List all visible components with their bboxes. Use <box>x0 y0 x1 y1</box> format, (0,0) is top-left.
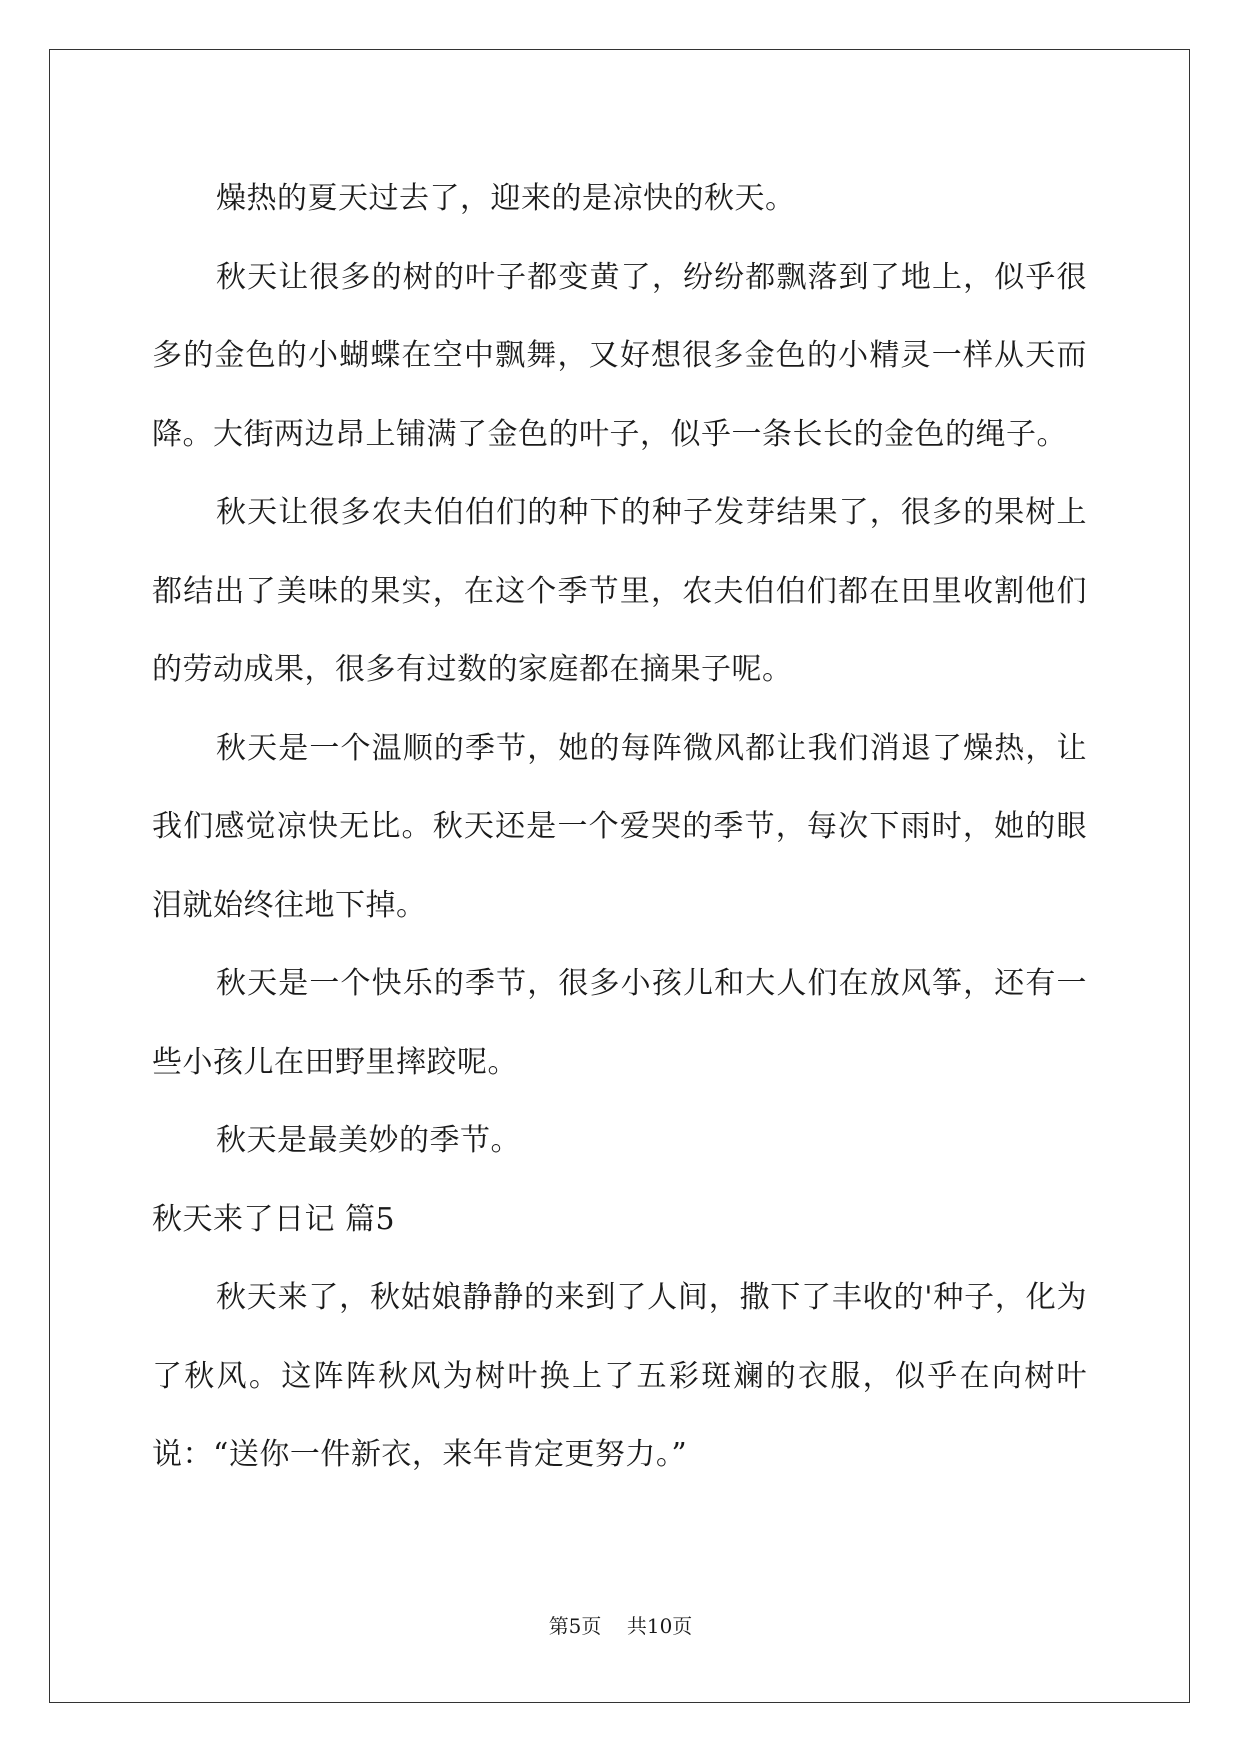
paragraph: 秋天来了，秋姑娘静静的来到了人间，撒下了丰收的'种子，化为了秋风。这阵阵秋风为树叶换上了五彩斑斓的衣服，似乎在向树叶说：“送你一件新衣，来年肯定更努力。” <box>152 1280 1087 1472</box>
paragraph: 秋天让很多的树的叶子都变黄了，纷纷都飘落到了地上，似乎很多的金色的小蝴蝶在空中飘舞，又好想很多金色的小精灵一样从天而降。大街两边昂上铺满了金色的叶子，似乎一条长长的金色的绳子。 <box>152 259 1087 452</box>
page-footer <box>0 1612 1241 1640</box>
paragraph: 秋天是最美妙的季节。 <box>216 1123 521 1158</box>
paragraph: 秋天是一个快乐的季节，很多小孩儿和大人们在放风筝，还有一些小孩儿在田野里摔跤呢。 <box>152 966 1087 1080</box>
page-total: 共10页 <box>626 1614 693 1638</box>
paragraph: 燥热的夏天过去了，迎来的是凉快的秋天。 <box>216 181 796 216</box>
page-number: 第5页 <box>548 1614 602 1638</box>
paragraph: 秋天是一个温顺的季节，她的每阵微风都让我们消退了燥热，让我们感觉凉快无比。秋天还是一个爱哭的季节，每次下雨时，她的眼泪就始终往地下掉。 <box>152 730 1087 923</box>
section-heading: 秋天来了日记 篇5 <box>152 1201 396 1237</box>
paragraph: 秋天让很多农夫伯伯们的种下的种子发芽结果了，很多的果树上都结出了美味的果实，在这个季节里，农夫伯伯们都在田里收割他们的劳动成果，很多有过数的家庭都在摘果子呢。 <box>152 495 1087 687</box>
document-body <box>152 160 1087 1495</box>
